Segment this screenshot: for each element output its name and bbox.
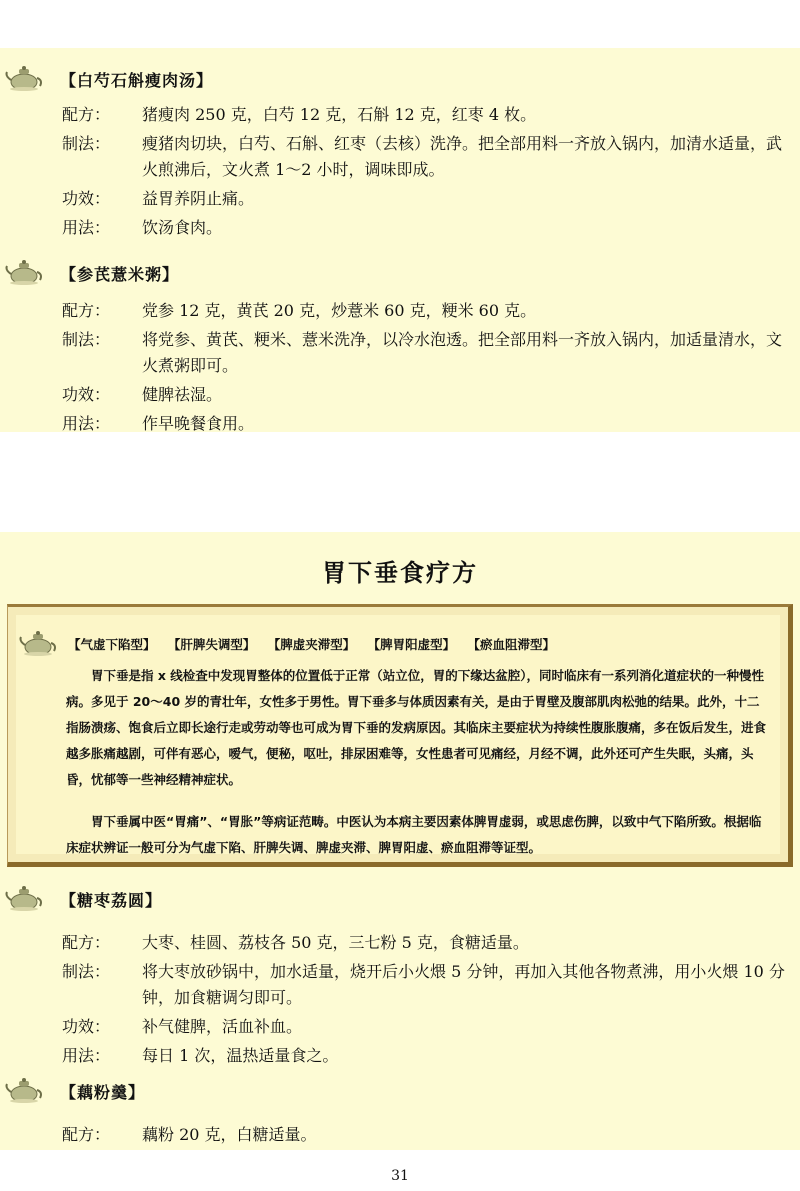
row-value: 将大枣放砂锅中，加水适量，烧开后小火煨 5 分钟，再加入其他各物煮沸，用小火煨 10 分钟，加食糖调匀即可。: [142, 962, 785, 1007]
row-value: 饮汤食肉。: [142, 218, 223, 237]
intro-paragraph: 胃下垂是指 x 线检查中发现胃整体的位置低于正常（站立位，胃的下缘达盆腔），同时临床有一系列消化道症状的一种慢性病。多见于 20～40 岁的青壮年，女性多于男性。胃下垂多与体质因素有关，是由于胃壁及腹部肌肉松弛的结果。此外，十二指肠溃疡、饱食后立即长途行走或劳动等也可成为胃下垂的发病原因。其临床主要症状为持续性腹胀腹痛，多在饭后发生，进食越多胀痛越剧，可伴有恶心，嗳气，便秘，呕吐，排尿困难等，女性患者可见痛经，月经不调，此外还可产生失眠，头痛，头昏，忧郁等一些神经精神症状。: [66, 668, 767, 787]
syndrome-tabs: [68, 635, 563, 653]
row-value: 大枣、桂圆、荔枝各 50 克，三七粉 5 克，食糖适量。: [142, 933, 529, 952]
row-value: 将党参、黄芪、粳米、薏米洗净，以冷水泡透。把全部用料一齐放入锅内，加适量清水，文火煮粥即可。: [142, 330, 783, 375]
row-label: 功效：: [62, 385, 111, 404]
row-label: 功效：: [62, 1017, 111, 1036]
row-label: 功效：: [62, 189, 111, 208]
intro-paragraph: 胃下垂属中医“胃痛”、“胃胀”等病证范畴。中医认为本病主要因素体脾胃虚弱，或思虑伤脾，以致中气下陷所致。根据临床症状辨证一般可分为气虚下陷、肝脾失调、脾虚夹滞、脾胃阳虚、瘀血阻滞等证型。: [66, 814, 762, 855]
row-label: 配方：: [62, 1125, 111, 1144]
row-value: 益胃养阴止痛。: [142, 189, 255, 208]
tab-qixu[interactable]: 【气虚下陷型】: [68, 637, 156, 652]
tab-piwei[interactable]: 【脾胃阳虚型】: [367, 637, 456, 652]
row-label: 配方：: [62, 105, 111, 124]
teapot-icon: [4, 1074, 44, 1104]
recipe-row: [62, 186, 792, 212]
row-value: 健脾祛湿。: [142, 385, 223, 404]
recipe-row: [62, 1043, 792, 1069]
row-label: 制法：: [62, 134, 111, 153]
recipe-row: [62, 959, 792, 1011]
row-label: 用法：: [62, 414, 111, 433]
row-label: 制法：: [62, 962, 111, 981]
recipe-row: [62, 1122, 792, 1148]
recipe-row: [62, 131, 792, 183]
recipe-row: [62, 298, 792, 324]
row-value: 补气健脾，活血补血。: [142, 1017, 303, 1036]
row-value: 藕粉 20 克，白糖适量。: [142, 1125, 317, 1144]
recipe-panel-top: [0, 48, 800, 432]
teapot-icon: [4, 62, 44, 92]
recipe-title: 【白芍石斛瘦肉汤】: [60, 71, 214, 90]
tab-yuxue[interactable]: 【瘀血阻滞型】: [467, 637, 556, 652]
row-value: 党参 12 克，黄芪 20 克，炒薏米 60 克，粳米 60 克。: [142, 301, 537, 320]
recipe-row: [62, 1014, 792, 1040]
row-label: 配方：: [62, 301, 111, 320]
recipe-row: [62, 411, 792, 437]
row-value: 瘦猪肉切块，白芍、石斛、红枣（去核）洗净。把全部用料一齐放入锅内，加清水适量，武火煎沸后，文火煮 1～2 小时，调味即成。: [142, 134, 783, 179]
row-label: 用法：: [62, 1046, 111, 1065]
row-value: 猪瘦肉 250 克，白芍 12 克，石斛 12 克，红枣 4 枚。: [142, 105, 537, 124]
recipe-title: 【藕粉羹】: [60, 1083, 146, 1102]
recipe-row: [62, 215, 792, 241]
row-value: 作早晚餐食用。: [142, 414, 255, 433]
recipe-row: [62, 327, 792, 379]
recipe-title: 【糖枣荔圆】: [60, 891, 163, 910]
teapot-icon: [18, 627, 58, 657]
tab-pixu[interactable]: 【脾虚夹滞型】: [267, 637, 356, 652]
intro-box: [7, 604, 793, 867]
row-value: 每日 1 次，温热适量食之。: [142, 1046, 339, 1065]
tab-ganpi[interactable]: 【肝脾失调型】: [167, 637, 256, 652]
row-label: 制法：: [62, 330, 111, 349]
recipe-title: 【参芪薏米粥】: [60, 265, 180, 284]
recipe-row: [62, 102, 792, 128]
row-label: 配方：: [62, 933, 111, 952]
teapot-icon: [4, 882, 44, 912]
recipe-row: [62, 382, 792, 408]
recipe-row: [62, 930, 792, 956]
page-number: 31: [391, 1168, 409, 1184]
row-label: 用法：: [62, 218, 111, 237]
section-title: 胃下垂食疗方: [322, 559, 478, 587]
teapot-icon: [4, 256, 44, 286]
